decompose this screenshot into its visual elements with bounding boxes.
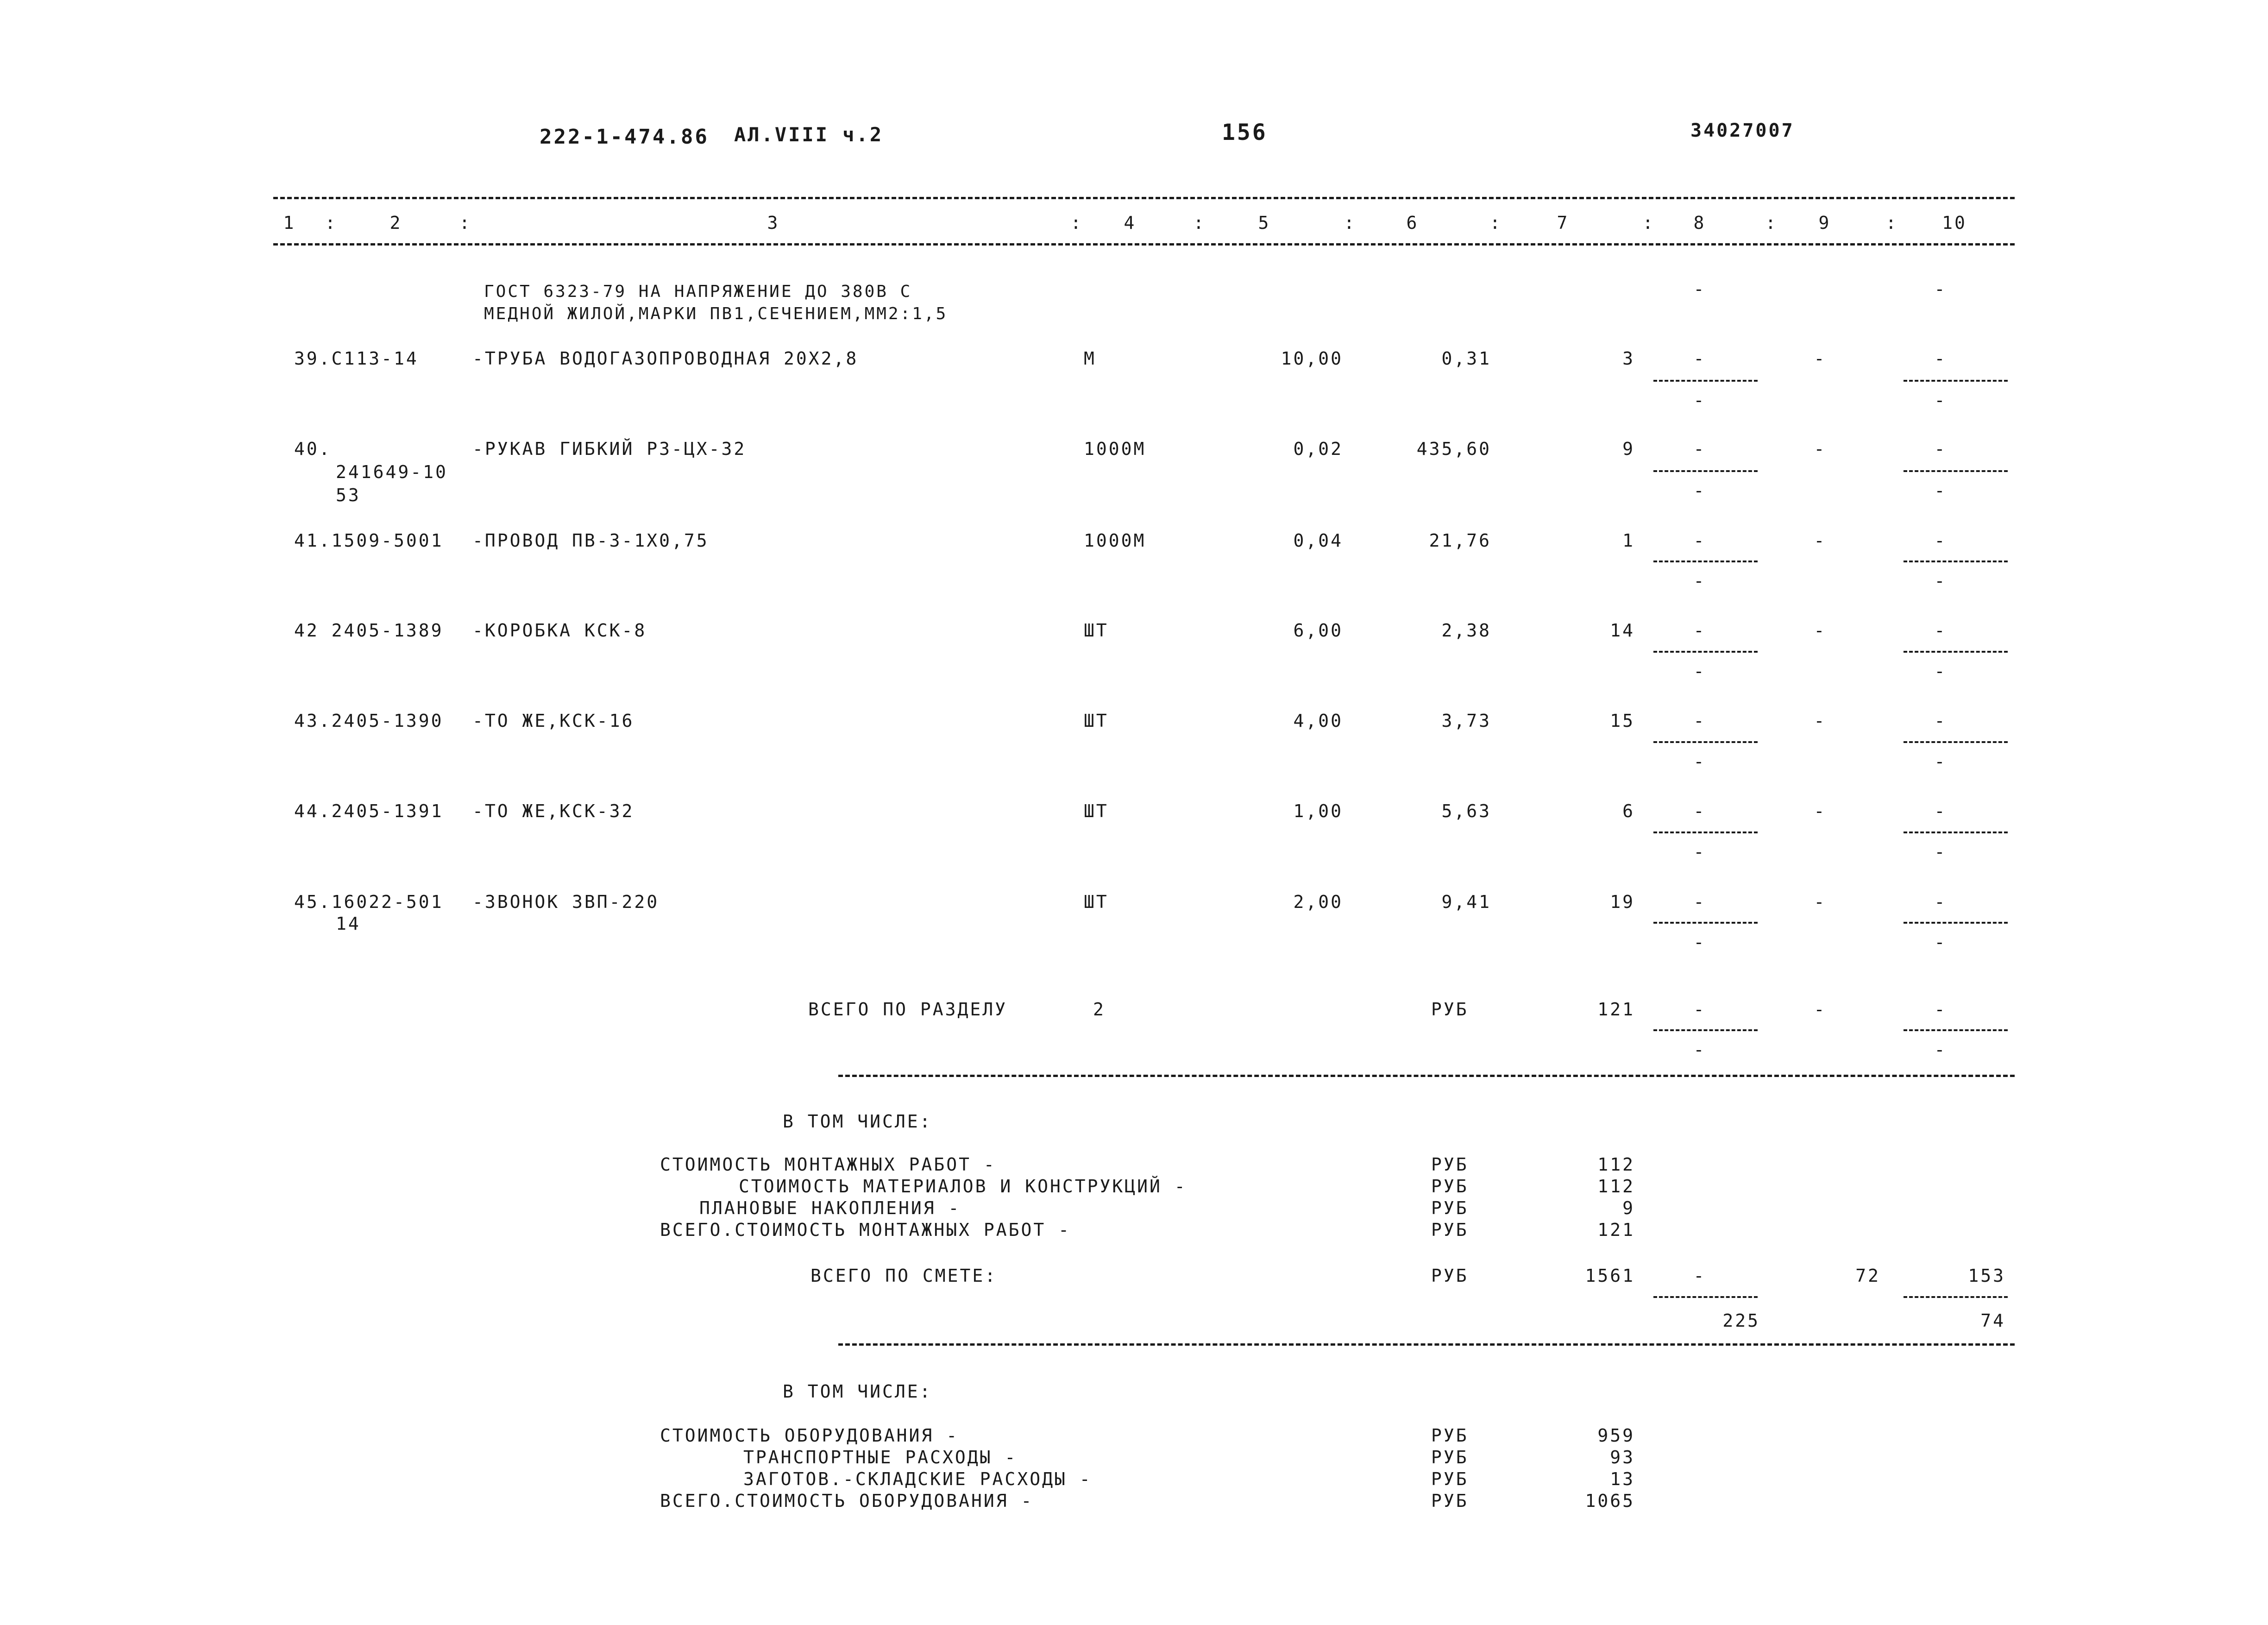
breakdown-label: ВСЕГО.СТОИМОСТЬ МОНТАЖНЫХ РАБОТ - — [660, 1220, 1071, 1240]
grand-total-unit: РУБ — [1431, 1266, 1469, 1286]
cell-col10: - — [1934, 348, 1947, 369]
cell-col8: - — [1693, 439, 1706, 459]
column-separator: : — [1765, 213, 1778, 233]
cell-col8-lower: - — [1693, 661, 1706, 681]
column-separator: : — [325, 213, 338, 233]
document-code: 222-1-474.86 — [540, 125, 709, 149]
continuation-line: МЕДНОЙ ЖИЛОЙ,МАРКИ ПВ1,СЕЧЕНИЕМ,ММ2:1,5 — [484, 304, 948, 323]
item-total: 1 — [1622, 530, 1635, 551]
item-price: 2,38 — [1441, 620, 1491, 641]
item-price: 9,41 — [1441, 892, 1491, 912]
cell-col10-lower: - — [1934, 661, 1947, 681]
column-header: 4 — [1124, 213, 1137, 233]
item-name: -ТО ЖЕ,КСК-16 — [472, 711, 635, 731]
cell-col9: - — [1814, 439, 1827, 459]
item-number-cont: 53 — [336, 485, 361, 505]
cell-col10-lower: 74 — [1980, 1310, 2005, 1331]
item-number: 45.16022-501 — [294, 892, 444, 912]
cell-col9: - — [1814, 620, 1827, 641]
cell-col8-lower: - — [1693, 480, 1706, 501]
cell-col8-lower: 225 — [1722, 1310, 1760, 1331]
page-number: 156 — [1222, 120, 1268, 145]
item-unit: М — [1084, 348, 1096, 369]
breakdown-value: 1065 — [1585, 1491, 1635, 1511]
item-unit: ШТ — [1084, 801, 1109, 821]
table-header-rule — [273, 243, 2015, 246]
cell-col8: - — [1693, 1266, 1706, 1286]
column-header: 8 — [1693, 213, 1706, 233]
cell-col10: - — [1934, 801, 1947, 821]
cell-col9: - — [1814, 892, 1827, 912]
column-separator: : — [1344, 213, 1357, 233]
cell-col8: - — [1693, 620, 1706, 641]
item-name: -ТРУБА ВОДОГАЗОПРОВОДНАЯ 20Х2,8 — [472, 348, 859, 369]
column-header: 7 — [1557, 213, 1570, 233]
section-number: 2 — [1093, 999, 1106, 1020]
cell-divider — [1653, 561, 1758, 562]
cell-col9: - — [1814, 999, 1827, 1020]
breakdown-label: СТОИМОСТЬ ОБОРУДОВАНИЯ - — [660, 1425, 959, 1446]
item-total: 9 — [1622, 439, 1635, 459]
grand-total-rule — [838, 1343, 2015, 1346]
cell-col10: - — [1934, 530, 1947, 551]
item-number: 42 2405-1389 — [294, 620, 444, 641]
cell-col8: - — [1693, 999, 1706, 1020]
cell-col10-lower: - — [1934, 480, 1947, 501]
cell-divider — [1904, 741, 2008, 743]
including-heading: В ТОМ ЧИСЛЕ: — [783, 1381, 932, 1402]
cell-col8-lower: - — [1693, 751, 1706, 772]
cell-col10: - — [1934, 620, 1947, 641]
item-total: 14 — [1610, 620, 1635, 641]
document-number: 34027007 — [1690, 120, 1795, 141]
item-unit: 1000М — [1084, 530, 1146, 551]
cell-col8-lower: - — [1693, 932, 1706, 952]
breakdown-label: ПЛАНОВЫЕ НАКОПЛЕНИЯ - — [699, 1198, 961, 1218]
column-header: 5 — [1258, 213, 1271, 233]
cell-divider — [1904, 1029, 2008, 1031]
cell-col9: - — [1814, 711, 1827, 731]
item-price: 0,31 — [1441, 348, 1491, 369]
cell-col8: - — [1693, 711, 1706, 731]
cell-col10: - — [1934, 439, 1947, 459]
cell-col8: - — [1693, 279, 1706, 299]
cell-col8-lower: - — [1693, 571, 1706, 591]
cell-divider — [1653, 380, 1758, 382]
cell-divider — [1904, 1296, 2008, 1298]
section-total-label: ВСЕГО ПО РАЗДЕЛУ — [808, 999, 1008, 1020]
cell-col8: - — [1693, 801, 1706, 821]
item-quantity: 1,00 — [1293, 801, 1343, 821]
cell-divider — [1904, 561, 2008, 562]
breakdown-label: ЗАГОТОВ.-СКЛАДСКИЕ РАСХОДЫ - — [743, 1469, 1092, 1489]
breakdown-unit: РУБ — [1431, 1447, 1469, 1468]
section-rule — [838, 1075, 2015, 1077]
column-header: 9 — [1818, 213, 1831, 233]
cell-divider — [1653, 1029, 1758, 1031]
cell-col10-lower: - — [1934, 751, 1947, 772]
breakdown-unit: РУБ — [1431, 1154, 1469, 1175]
item-quantity: 6,00 — [1293, 620, 1343, 641]
cell-col9: - — [1814, 530, 1827, 551]
album-reference: АЛ.VIII ч.2 — [734, 123, 884, 146]
cell-col9: 72 — [1855, 1266, 1880, 1286]
cell-col8-lower: - — [1693, 842, 1706, 862]
item-number-cont: 241649-10 — [336, 462, 448, 482]
cell-col8-lower: - — [1693, 1039, 1706, 1060]
cell-col8-lower: - — [1693, 390, 1706, 410]
column-header: 6 — [1406, 213, 1419, 233]
breakdown-label: ВСЕГО.СТОИМОСТЬ ОБОРУДОВАНИЯ - — [660, 1491, 1034, 1511]
cell-col10: - — [1934, 711, 1947, 731]
item-total: 6 — [1622, 801, 1635, 821]
breakdown-value: 112 — [1597, 1154, 1635, 1175]
cell-col9: - — [1814, 348, 1827, 369]
breakdown-label: СТОИМОСТЬ МАТЕРИАЛОВ И КОНСТРУКЦИЙ - — [739, 1176, 1187, 1197]
cell-col8: - — [1693, 530, 1706, 551]
breakdown-unit: РУБ — [1431, 1469, 1469, 1489]
item-number: 40. — [294, 439, 332, 459]
item-quantity: 0,02 — [1293, 439, 1343, 459]
column-separator: : — [1070, 213, 1083, 233]
cell-divider — [1904, 380, 2008, 382]
item-quantity: 10,00 — [1281, 348, 1343, 369]
breakdown-label: ТРАНСПОРТНЫЕ РАСХОДЫ - — [743, 1447, 1018, 1468]
cell-divider — [1653, 741, 1758, 743]
column-separator: : — [459, 213, 472, 233]
item-price: 21,76 — [1429, 530, 1491, 551]
cell-divider — [1904, 922, 2008, 924]
section-total-unit: РУБ — [1431, 999, 1469, 1020]
cell-col10: - — [1934, 892, 1947, 912]
cell-col10-lower: - — [1934, 932, 1947, 952]
item-name: -ЗВОНОК ЗВП-220 — [472, 892, 660, 912]
item-quantity: 4,00 — [1293, 711, 1343, 731]
breakdown-value: 121 — [1597, 1220, 1635, 1240]
column-header: 2 — [390, 213, 402, 233]
table-top-rule — [273, 197, 2015, 199]
breakdown-unit: РУБ — [1431, 1198, 1469, 1218]
item-number: 43.2405-1390 — [294, 711, 444, 731]
item-name: -ПРОВОД ПВ-3-1Х0,75 — [472, 530, 709, 551]
cell-divider — [1904, 651, 2008, 653]
column-header: 10 — [1942, 213, 1967, 233]
breakdown-unit: РУБ — [1431, 1220, 1469, 1240]
item-unit: 1000М — [1084, 439, 1146, 459]
item-name: -ТО ЖЕ,КСК-32 — [472, 801, 635, 821]
breakdown-unit: РУБ — [1431, 1425, 1469, 1446]
breakdown-unit: РУБ — [1431, 1176, 1469, 1197]
cell-col10-lower: - — [1934, 390, 1947, 410]
item-quantity: 0,04 — [1293, 530, 1343, 551]
column-separator: : — [1885, 213, 1898, 233]
breakdown-value: 9 — [1622, 1198, 1635, 1218]
column-separator: : — [1489, 213, 1502, 233]
item-number: 41.1509-5001 — [294, 530, 444, 551]
item-unit: ШТ — [1084, 620, 1109, 641]
item-number: 39.С113-14 — [294, 348, 419, 369]
item-name: -КОРОБКА КСК-8 — [472, 620, 647, 641]
item-price: 435,60 — [1416, 439, 1491, 459]
cell-col10-lower: - — [1934, 1039, 1947, 1060]
cell-divider — [1653, 470, 1758, 472]
column-header: 3 — [767, 213, 780, 233]
continuation-line: ГОСТ 6323-79 НА НАПРЯЖЕНИЕ ДО 380В С — [484, 282, 912, 301]
column-separator: : — [1642, 213, 1655, 233]
item-total: 3 — [1622, 348, 1635, 369]
cell-col10: - — [1934, 279, 1947, 299]
cell-col10: 153 — [1968, 1266, 2005, 1286]
item-unit: ШТ — [1084, 711, 1109, 731]
breakdown-value: 959 — [1597, 1425, 1635, 1446]
cell-col10-lower: - — [1934, 842, 1947, 862]
item-price: 3,73 — [1441, 711, 1491, 731]
cell-divider — [1653, 1296, 1758, 1298]
item-total: 19 — [1610, 892, 1635, 912]
item-name: -РУКАВ ГИБКИЙ РЗ-ЦХ-32 — [472, 439, 747, 459]
breakdown-unit: РУБ — [1431, 1491, 1469, 1511]
cell-col10: - — [1934, 999, 1947, 1020]
breakdown-label: СТОИМОСТЬ МОНТАЖНЫХ РАБОТ - — [660, 1154, 996, 1175]
item-unit: ШТ — [1084, 892, 1109, 912]
breakdown-value: 13 — [1610, 1469, 1635, 1489]
column-separator: : — [1193, 213, 1206, 233]
item-number-cont: 14 — [336, 913, 361, 934]
cell-divider — [1653, 651, 1758, 653]
including-heading: В ТОМ ЧИСЛЕ: — [783, 1111, 932, 1132]
section-total-value: 121 — [1597, 999, 1635, 1020]
cell-divider — [1653, 922, 1758, 924]
cell-col10-lower: - — [1934, 571, 1947, 591]
cell-divider — [1904, 831, 2008, 833]
cell-col8: - — [1693, 348, 1706, 369]
cell-divider — [1653, 831, 1758, 833]
cell-col9: - — [1814, 801, 1827, 821]
item-total: 15 — [1610, 711, 1635, 731]
item-price: 5,63 — [1441, 801, 1491, 821]
item-quantity: 2,00 — [1293, 892, 1343, 912]
cell-divider — [1904, 470, 2008, 472]
cell-col8: - — [1693, 892, 1706, 912]
breakdown-value: 112 — [1597, 1176, 1635, 1197]
breakdown-value: 93 — [1610, 1447, 1635, 1468]
grand-total-label: ВСЕГО ПО СМЕТЕ: — [810, 1266, 998, 1286]
grand-total-value: 1561 — [1585, 1266, 1635, 1286]
item-number: 44.2405-1391 — [294, 801, 444, 821]
column-header: 1 — [283, 213, 296, 233]
